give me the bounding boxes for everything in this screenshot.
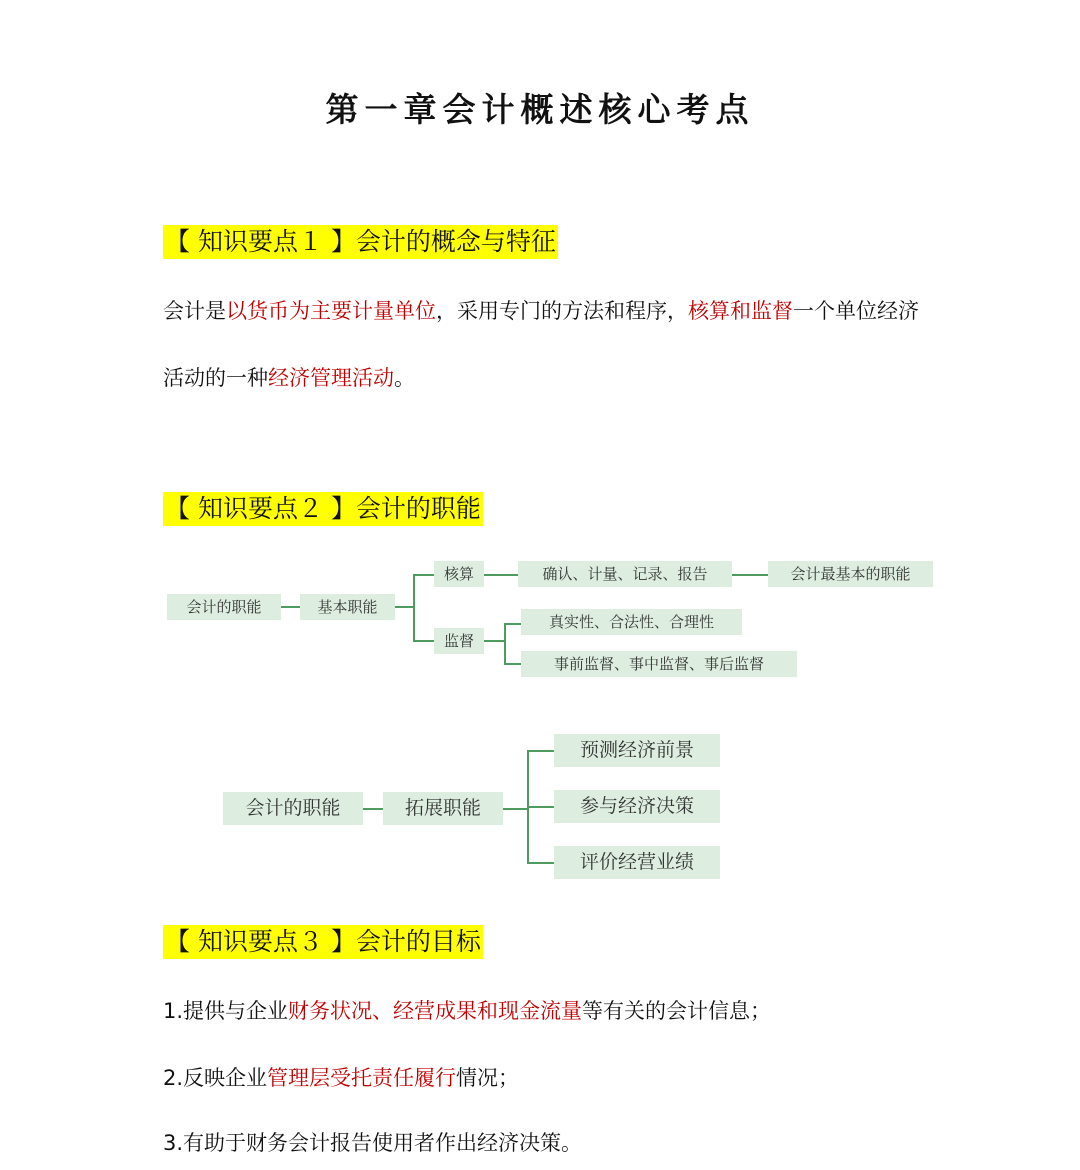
text-segment: 1.提供与企业	[163, 999, 289, 1023]
definition-line-2	[163, 363, 415, 393]
mm2-item: 评价经营业绩	[554, 846, 720, 879]
mm2-item: 参与经济决策	[554, 790, 720, 823]
text-segment: 2.反映企业	[163, 1066, 268, 1090]
definition-line-1	[163, 296, 919, 326]
mm-accounting-note: 会计最基本的职能	[768, 561, 933, 587]
mm2-extended-node: 拓展职能	[383, 792, 503, 825]
mm-connector	[527, 750, 554, 752]
section-heading-1: 【 知识要点１ 】会计的概念与特征	[163, 225, 558, 259]
mm-accounting-node: 核算	[434, 561, 484, 587]
mm-connector	[413, 640, 434, 642]
mm-connector	[484, 574, 518, 576]
mm-connector	[484, 640, 504, 642]
text-segment: ，采用专门的方法和程序，	[436, 299, 688, 323]
mm-accounting-detail: 确认、计量、记录、报告	[518, 561, 732, 587]
mm-connector	[395, 606, 413, 608]
text-segment: 会计是	[163, 299, 226, 323]
mm-connector	[363, 808, 383, 810]
mm2-item: 预测经济前景	[554, 734, 720, 767]
mm-supervision-node: 监督	[434, 628, 484, 654]
objective-item-3	[163, 1128, 582, 1158]
mm-connector	[413, 574, 415, 642]
mm-supervision-item: 真实性、合法性、合理性	[521, 609, 742, 635]
text-segment: 等有关的会计信息；	[582, 999, 772, 1023]
mm-connector	[527, 862, 554, 864]
objective-item-1	[163, 996, 771, 1026]
mm-connector	[503, 808, 527, 810]
mm-connector	[413, 574, 434, 576]
mm-connector	[504, 663, 521, 665]
mm-basic-node: 基本职能	[300, 594, 395, 620]
mm-connector	[281, 606, 300, 608]
mm-connector	[504, 623, 506, 665]
mm-connector	[732, 574, 768, 576]
text-segment: 一个单位经济	[793, 299, 919, 323]
page-title: 第一章会计概述核心考点	[325, 90, 755, 129]
mm-connector	[504, 623, 521, 625]
objective-item-2	[163, 1063, 519, 1093]
highlight-text: 管理层受托责任履行	[267, 1066, 457, 1090]
mm-connector	[527, 806, 554, 808]
text-segment: 3.有助于财务会计报告使用者作出经济决策。	[163, 1131, 583, 1155]
highlight-text: 财务状况、经营成果和现金流量	[288, 999, 583, 1023]
mm-root-node: 会计的职能	[167, 594, 281, 620]
highlight-text: 核算和监督	[688, 299, 793, 323]
highlight-text: 以货币为主要计量单位	[226, 299, 436, 323]
mm-supervision-item: 事前监督、事中监督、事后监督	[521, 651, 797, 677]
highlight-text: 经济管理活动	[268, 366, 394, 390]
text-segment: 。	[394, 366, 415, 390]
text-segment: 情况；	[456, 1066, 520, 1090]
mm2-root-node: 会计的职能	[223, 792, 363, 825]
section-heading-2: 【 知识要点２ 】会计的职能	[163, 492, 483, 526]
section-heading-3: 【 知识要点３ 】会计的目标	[163, 925, 483, 959]
text-segment: 活动的一种	[163, 366, 268, 390]
